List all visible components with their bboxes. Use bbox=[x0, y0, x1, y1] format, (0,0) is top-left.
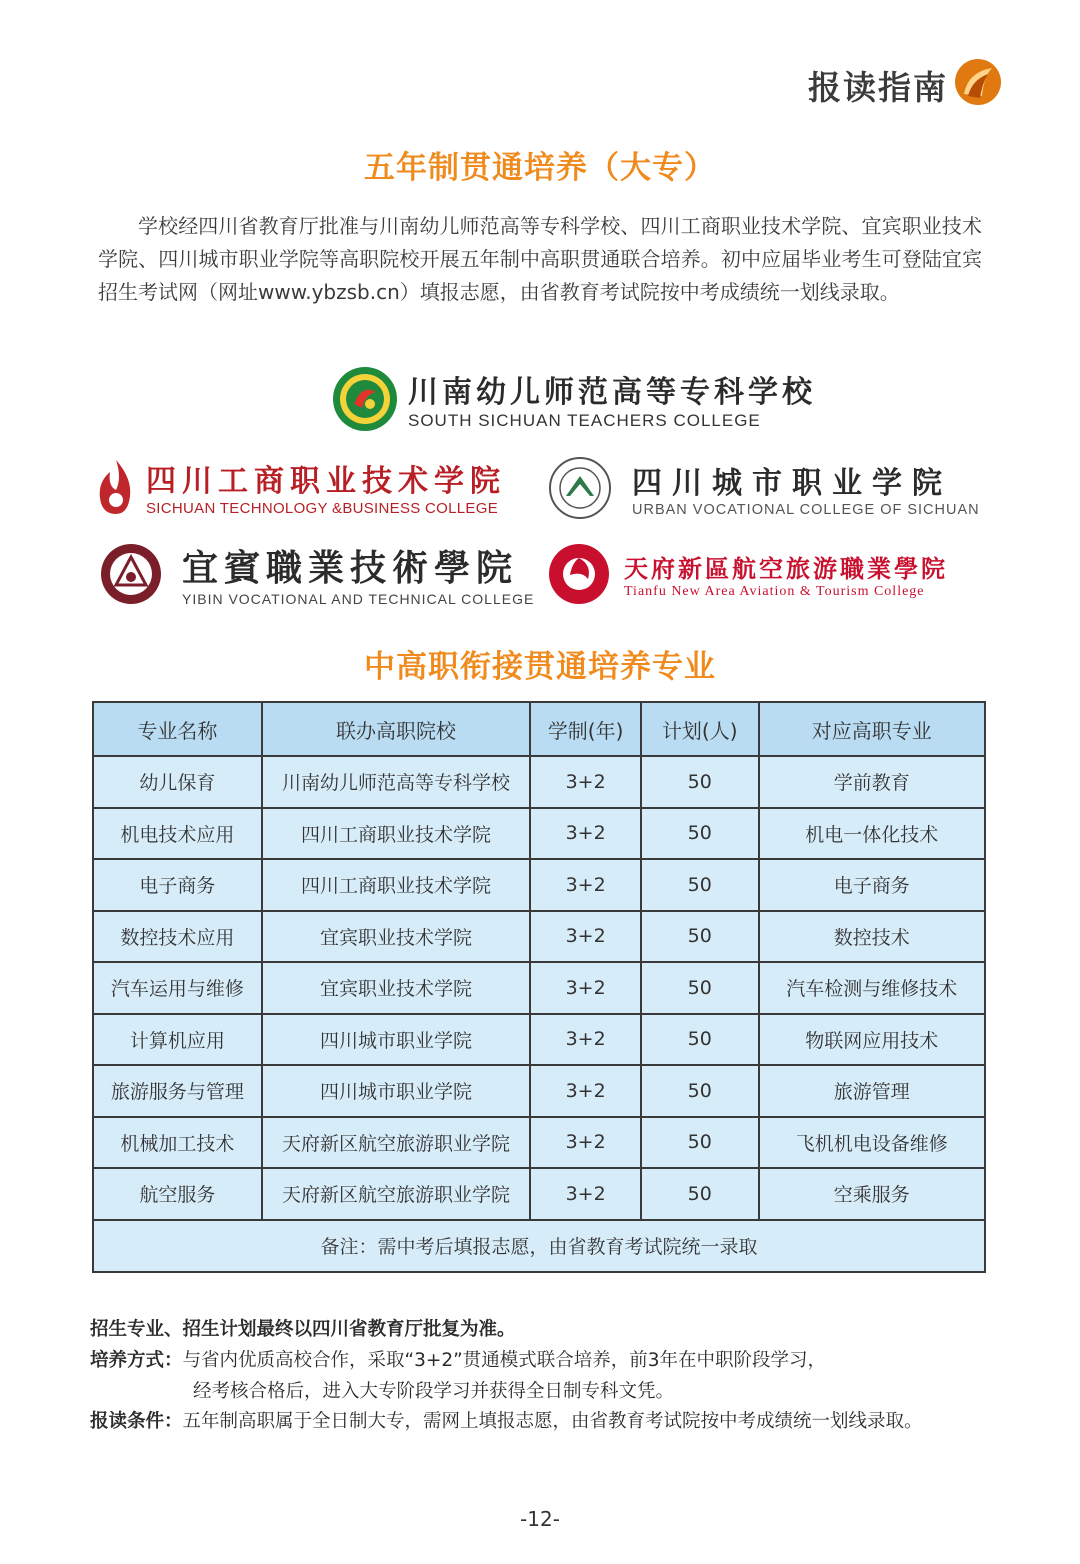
col-header-major: 专业名称 bbox=[93, 702, 262, 756]
mode-label: 培养方式： bbox=[90, 1350, 183, 1371]
table-row bbox=[93, 962, 985, 1014]
table-row bbox=[93, 808, 985, 860]
cell-college: 宜宾职业技术学院 bbox=[262, 962, 531, 1014]
cell-years: 3+2 bbox=[530, 1117, 641, 1169]
cell-college: 四川工商职业技术学院 bbox=[262, 859, 531, 911]
table-row bbox=[93, 1117, 985, 1169]
cell-major: 计算机应用 bbox=[93, 1014, 262, 1066]
cell-college: 四川城市职业学院 bbox=[262, 1014, 531, 1066]
tianfu-name-cn: 天府新區航空旅游職業學院 bbox=[624, 553, 948, 583]
cell-years: 3+2 bbox=[530, 808, 641, 860]
cell-college: 四川城市职业学院 bbox=[262, 1065, 531, 1117]
table-header-row bbox=[93, 702, 985, 756]
cell-major: 旅游服务与管理 bbox=[93, 1065, 262, 1117]
section-title-five-year: 五年制贯通培养（大专） bbox=[364, 150, 716, 186]
cell-plan: 50 bbox=[641, 859, 759, 911]
cell-college: 天府新区航空旅游职业学院 bbox=[262, 1168, 531, 1220]
cell-plan: 50 bbox=[641, 1065, 759, 1117]
cell-target-major: 飞机机电设备维修 bbox=[759, 1117, 985, 1169]
mode-text-1: 与省内优质高校合作，采取“3+2”贯通模式联合培养，前3年在中职阶段学习， bbox=[182, 1350, 826, 1371]
majors-table bbox=[92, 701, 986, 1273]
chuannan-name-cn: 川南幼儿师范高等专科学校 bbox=[408, 375, 816, 410]
table-row bbox=[93, 859, 985, 911]
approval-text: 招生专业、招生计划最终以四川省教育厅批复为准。 bbox=[90, 1319, 516, 1340]
cell-target-major: 学前教育 bbox=[759, 756, 985, 808]
table-note: 备注：需中考后填报志愿，由省教育考试院统一录取 bbox=[93, 1220, 985, 1272]
gongshang-name-en: SICHUAN TECHNOLOGY &BUSINESS COLLEGE bbox=[146, 500, 499, 517]
col-header-years: 学制(年) bbox=[530, 702, 641, 756]
col-header-plan: 计划(人) bbox=[641, 702, 759, 756]
cell-target-major: 旅游管理 bbox=[759, 1065, 985, 1117]
logo-chuannan bbox=[332, 366, 816, 432]
chuannan-name-en: SOUTH SICHUAN TEACHERS COLLEGE bbox=[408, 411, 761, 430]
section-title-majors: 中高职衔接贯通培养专业 bbox=[364, 649, 716, 685]
cell-years: 3+2 bbox=[530, 859, 641, 911]
logo-chengshi bbox=[548, 456, 980, 520]
cell-college: 宜宾职业技术学院 bbox=[262, 911, 531, 963]
cell-years: 3+2 bbox=[530, 1065, 641, 1117]
table-row bbox=[93, 1014, 985, 1066]
cell-target-major: 电子商务 bbox=[759, 859, 985, 911]
page-number: -12- bbox=[520, 1507, 560, 1531]
condition-text: 五年制高职属于全日制大专，需网上填报志愿，由省教育考试院按中考成绩统一划线录取。 bbox=[182, 1411, 923, 1432]
cell-plan: 50 bbox=[641, 911, 759, 963]
cell-major: 机电技术应用 bbox=[93, 808, 262, 860]
cell-years: 3+2 bbox=[530, 962, 641, 1014]
col-header-target-major: 对应高职专业 bbox=[759, 702, 985, 756]
chuannan-emblem-icon bbox=[332, 366, 398, 432]
gongshang-flame-icon bbox=[96, 458, 136, 516]
bottom-note-approval bbox=[90, 1315, 516, 1345]
chengshi-name-cn: 四川城市职业学院 bbox=[632, 466, 952, 501]
bottom-note-mode bbox=[90, 1346, 826, 1376]
cell-target-major: 数控技术 bbox=[759, 911, 985, 963]
table-note-row bbox=[93, 1220, 985, 1272]
chengshi-emblem-icon bbox=[548, 456, 612, 520]
cell-major: 机械加工技术 bbox=[93, 1117, 262, 1169]
cell-college: 川南幼儿师范高等专科学校 bbox=[262, 756, 531, 808]
yibin-emblem-icon bbox=[100, 543, 162, 605]
cell-years: 3+2 bbox=[530, 911, 641, 963]
cell-target-major: 机电一体化技术 bbox=[759, 808, 985, 860]
yibin-name-en: YIBIN VOCATIONAL AND TECHNICAL COLLEGE bbox=[182, 591, 535, 607]
condition-label: 报读条件： bbox=[90, 1411, 183, 1432]
cell-plan: 50 bbox=[641, 962, 759, 1014]
table-row bbox=[93, 1065, 985, 1117]
cell-years: 3+2 bbox=[530, 756, 641, 808]
logo-gongshang bbox=[96, 456, 506, 517]
tianfu-name-en: Tianfu New Area Aviation & Tourism College bbox=[624, 583, 925, 599]
cell-years: 3+2 bbox=[530, 1014, 641, 1066]
cell-plan: 50 bbox=[641, 808, 759, 860]
col-header-college: 联办高职院校 bbox=[262, 702, 531, 756]
table-row bbox=[93, 1168, 985, 1220]
header-title: 报读指南 bbox=[808, 68, 948, 107]
mode-text-2: 经考核合格后，进入大专阶段学习并获得全日制专科文凭。 bbox=[193, 1381, 675, 1402]
cell-college: 天府新区航空旅游职业学院 bbox=[262, 1117, 531, 1169]
cell-target-major: 空乘服务 bbox=[759, 1168, 985, 1220]
bottom-note-condition bbox=[90, 1407, 923, 1437]
bottom-note-mode-cont bbox=[193, 1377, 674, 1407]
cell-target-major: 汽车检测与维修技术 bbox=[759, 962, 985, 1014]
cell-plan: 50 bbox=[641, 1014, 759, 1066]
cell-target-major: 物联网应用技术 bbox=[759, 1014, 985, 1066]
tianfu-emblem-icon bbox=[548, 543, 610, 605]
table-row bbox=[93, 756, 985, 808]
cell-major: 电子商务 bbox=[93, 859, 262, 911]
cell-plan: 50 bbox=[641, 1168, 759, 1220]
cell-major: 航空服务 bbox=[93, 1168, 262, 1220]
cell-college: 四川工商职业技术学院 bbox=[262, 808, 531, 860]
cell-major: 汽车运用与维修 bbox=[93, 962, 262, 1014]
intro-paragraph: 学校经四川省教育厅批准与川南幼儿师范高等专科学校、四川工商职业技术学院、宜宾职业技术学院、四川城市职业学院等高职院校开展五年制中高职贯通联合培养。初中应届毕业考生可登陆宜宾招生考试网（网址www.ybzsb.cn）填报志愿，由省教育考试院按中考成绩统一划线录取。 bbox=[98, 214, 982, 304]
logo-yibin bbox=[100, 540, 534, 607]
cell-major: 数控技术应用 bbox=[93, 911, 262, 963]
cell-major: 幼儿保育 bbox=[93, 756, 262, 808]
cell-plan: 50 bbox=[641, 1117, 759, 1169]
gongshang-name-cn: 四川工商职业技术学院 bbox=[146, 464, 506, 499]
table-row bbox=[93, 911, 985, 963]
chengshi-name-en: URBAN VOCATIONAL COLLEGE OF SICHUAN bbox=[632, 502, 980, 518]
cell-years: 3+2 bbox=[530, 1168, 641, 1220]
logo-tianfu bbox=[548, 543, 948, 605]
brand-logo-icon bbox=[954, 58, 1002, 106]
yibin-name-cn: 宜賓職業技術學院 bbox=[182, 547, 519, 589]
cell-plan: 50 bbox=[641, 756, 759, 808]
